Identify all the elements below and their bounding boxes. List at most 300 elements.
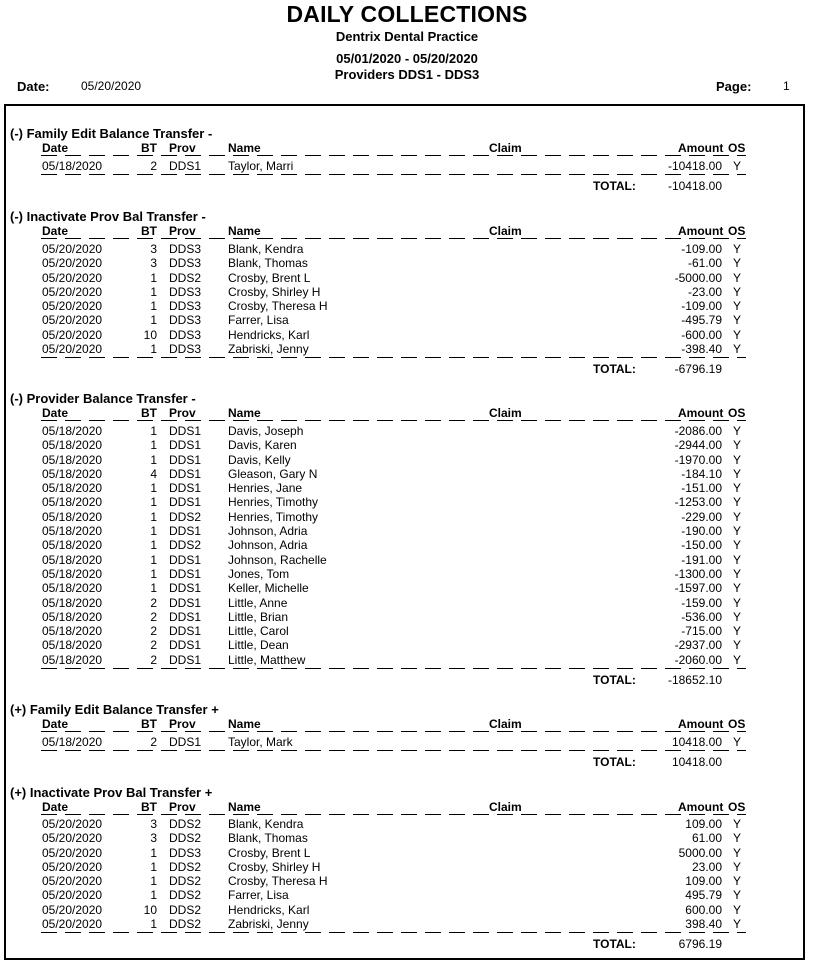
cell-amount: -109.00 <box>681 242 722 256</box>
transaction-row <box>0 888 814 902</box>
cell-name: Taylor, Mark <box>228 735 293 749</box>
cell-os: Y <box>733 581 742 596</box>
transaction-row <box>0 846 814 860</box>
cell-amount: -190.00 <box>681 524 722 539</box>
page-number: 1 <box>783 79 790 93</box>
cell-prov: DDS1 <box>169 481 202 496</box>
cell-amount: -600.00 <box>681 327 722 342</box>
cell-prov: DDS1 <box>169 424 202 438</box>
cell-amount: 109.00 <box>685 817 722 831</box>
cell-os: Y <box>733 735 742 749</box>
cell-date: 05/18/2020 <box>42 466 103 481</box>
cell-bt: 1 <box>150 495 157 510</box>
cell-bt: 1 <box>150 481 157 496</box>
column-header-bt: BT <box>141 141 157 155</box>
column-header-claim: Claim <box>489 717 522 731</box>
cell-prov: DDS1 <box>169 581 202 596</box>
cell-prov: DDS1 <box>169 638 202 653</box>
total-value: 6796.19 <box>678 937 722 952</box>
column-header-os: OS <box>728 717 746 731</box>
cell-os: Y <box>733 566 742 581</box>
column-header-os: OS <box>728 406 746 420</box>
cell-name: Zabriski, Jenny <box>228 917 309 932</box>
cell-name: Johnson, Adria <box>228 524 308 539</box>
cell-amount: -5000.00 <box>674 270 722 285</box>
transaction-row <box>0 903 814 917</box>
cell-prov: DDS1 <box>169 552 202 567</box>
cell-name: Farrer, Lisa <box>228 313 289 328</box>
cell-name: Henries, Jane <box>228 481 303 496</box>
cell-bt: 1 <box>150 552 157 567</box>
cell-os: Y <box>733 538 742 553</box>
footer-dashed-rule <box>41 668 746 669</box>
cell-bt: 2 <box>150 638 157 653</box>
total-value: -6796.19 <box>674 362 722 377</box>
cell-date: 05/18/2020 <box>42 481 103 496</box>
cell-date: 05/18/2020 <box>42 735 103 749</box>
column-header-date: Date <box>42 717 69 731</box>
cell-amount: -109.00 <box>681 299 722 314</box>
cell-date: 05/18/2020 <box>42 581 103 596</box>
cell-bt: 1 <box>150 859 157 874</box>
cell-prov: DDS2 <box>169 859 202 874</box>
cell-bt: 1 <box>150 342 157 357</box>
cell-prov: DDS3 <box>169 299 202 314</box>
cell-os: Y <box>733 284 742 299</box>
transaction-row <box>0 299 814 313</box>
column-header-amount: Amount <box>678 141 724 155</box>
cell-name: Little, Dean <box>228 638 289 653</box>
cell-bt: 1 <box>150 538 157 553</box>
cell-amount: 5000.00 <box>678 845 722 860</box>
cell-amount: 495.79 <box>685 888 722 903</box>
cell-prov: DDS3 <box>169 342 202 357</box>
column-header-claim: Claim <box>489 224 522 238</box>
transaction-row <box>0 874 814 888</box>
cell-date: 05/18/2020 <box>42 524 103 539</box>
cell-prov: DDS1 <box>169 652 202 667</box>
total-value: -18652.10 <box>667 673 722 688</box>
transaction-row <box>0 481 814 495</box>
cell-prov: DDS2 <box>169 538 202 553</box>
cell-name: Gleason, Gary N <box>228 466 318 481</box>
cell-name: Crosby, Shirley H <box>228 859 321 874</box>
cell-amount: -1253.00 <box>674 495 722 510</box>
cell-bt: 1 <box>150 452 157 467</box>
column-header-prov: Prov <box>169 717 196 731</box>
cell-bt: 3 <box>150 256 157 271</box>
cell-prov: DDS3 <box>169 256 202 271</box>
provider-range: Providers DDS1 - DDS3 <box>334 67 480 82</box>
cell-os: Y <box>733 256 742 271</box>
cell-prov: DDS3 <box>169 327 202 342</box>
cell-bt: 1 <box>150 888 157 903</box>
transaction-row <box>0 271 814 285</box>
cell-date: 05/18/2020 <box>42 552 103 567</box>
transaction-list <box>0 159 814 173</box>
column-header-prov: Prov <box>169 406 196 420</box>
cell-amount: 23.00 <box>691 859 722 874</box>
cell-amount: 600.00 <box>685 902 722 917</box>
cell-amount: 398.40 <box>685 917 722 932</box>
cell-bt: 4 <box>150 466 157 481</box>
cell-amount: -2086.00 <box>674 424 722 438</box>
cell-name: Crosby, Theresa H <box>228 299 328 314</box>
cell-os: Y <box>733 242 742 256</box>
cell-prov: DDS1 <box>169 524 202 539</box>
cell-amount: -2060.00 <box>674 652 722 667</box>
cell-amount: -1300.00 <box>674 566 722 581</box>
transaction-row <box>0 524 814 538</box>
cell-name: Jones, Tom <box>228 566 290 581</box>
cell-bt: 1 <box>150 845 157 860</box>
cell-os: Y <box>733 342 742 357</box>
cell-amount: -10418.00 <box>667 159 722 173</box>
cell-amount: 10418.00 <box>671 735 722 749</box>
transaction-row <box>0 285 814 299</box>
total-label: TOTAL: <box>593 755 636 770</box>
transaction-row <box>0 624 814 638</box>
cell-os: Y <box>733 917 742 932</box>
column-header-os: OS <box>728 224 746 238</box>
cell-amount: -151.00 <box>681 481 722 496</box>
cell-bt: 1 <box>150 313 157 328</box>
cell-name: Blank, Kendra <box>228 817 304 831</box>
column-header-prov: Prov <box>169 800 196 814</box>
cell-date: 05/20/2020 <box>42 256 103 271</box>
column-header-amount: Amount <box>678 717 724 731</box>
cell-os: Y <box>733 424 742 438</box>
column-header-row <box>0 801 814 815</box>
section-total <box>0 937 814 951</box>
transaction-list <box>0 817 814 931</box>
cell-date: 05/18/2020 <box>42 452 103 467</box>
cell-os: Y <box>733 452 742 467</box>
cell-date: 05/20/2020 <box>42 917 103 932</box>
cell-date: 05/18/2020 <box>42 638 103 653</box>
cell-os: Y <box>733 327 742 342</box>
cell-name: Henries, Timothy <box>228 509 319 524</box>
cell-amount: 109.00 <box>685 874 722 889</box>
cell-date: 05/20/2020 <box>42 831 103 846</box>
total-value: -10418.00 <box>667 179 722 194</box>
transaction-list <box>0 242 814 356</box>
column-header-bt: BT <box>141 717 157 731</box>
column-header-bt: BT <box>141 800 157 814</box>
footer-dashed-rule <box>41 174 746 175</box>
cell-name: Zabriski, Jenny <box>228 342 309 357</box>
cell-prov: DDS2 <box>169 888 202 903</box>
report-date-label: Date: <box>17 79 50 94</box>
cell-bt: 3 <box>150 242 157 256</box>
transaction-row <box>0 424 814 438</box>
transaction-row <box>0 638 814 652</box>
total-label: TOTAL: <box>593 937 636 952</box>
cell-bt: 1 <box>150 509 157 524</box>
cell-date: 05/18/2020 <box>42 652 103 667</box>
cell-name: Davis, Kelly <box>228 452 291 467</box>
cell-amount: -495.79 <box>681 313 722 328</box>
column-header-row <box>0 718 814 732</box>
cell-os: Y <box>733 313 742 328</box>
cell-os: Y <box>733 624 742 639</box>
cell-prov: DDS2 <box>169 902 202 917</box>
cell-prov: DDS1 <box>169 438 202 453</box>
column-header-os: OS <box>728 141 746 155</box>
cell-name: Little, Matthew <box>228 652 306 667</box>
cell-bt: 1 <box>150 424 157 438</box>
transaction-row <box>0 453 814 467</box>
column-header-row <box>0 142 814 156</box>
cell-prov: DDS1 <box>169 466 202 481</box>
cell-amount: -715.00 <box>681 624 722 639</box>
cell-name: Crosby, Theresa H <box>228 874 328 889</box>
transaction-row <box>0 567 814 581</box>
cell-os: Y <box>733 438 742 453</box>
column-header-name: Name <box>228 406 261 420</box>
cell-bt: 1 <box>150 874 157 889</box>
cell-prov: DDS1 <box>169 452 202 467</box>
transaction-row <box>0 553 814 567</box>
cell-date: 05/18/2020 <box>42 509 103 524</box>
cell-prov: DDS2 <box>169 831 202 846</box>
transaction-row <box>0 735 814 749</box>
section-total <box>0 179 814 193</box>
transaction-row <box>0 917 814 931</box>
cell-prov: DDS3 <box>169 284 202 299</box>
cell-bt: 1 <box>150 438 157 453</box>
cell-bt: 2 <box>150 609 157 624</box>
cell-date: 05/20/2020 <box>42 888 103 903</box>
cell-bt: 2 <box>150 735 157 749</box>
cell-date: 05/20/2020 <box>42 299 103 314</box>
footer-dashed-rule <box>41 932 746 933</box>
cell-date: 05/20/2020 <box>42 242 103 256</box>
cell-date: 05/18/2020 <box>42 424 103 438</box>
cell-os: Y <box>733 845 742 860</box>
cell-prov: DDS2 <box>169 817 202 831</box>
cell-date: 05/20/2020 <box>42 902 103 917</box>
cell-os: Y <box>733 552 742 567</box>
footer-dashed-rule <box>41 357 746 358</box>
cell-prov: DDS1 <box>169 609 202 624</box>
cell-name: Hendricks, Karl <box>228 327 310 342</box>
transaction-row <box>0 495 814 509</box>
column-header-date: Date <box>42 406 69 420</box>
cell-os: Y <box>733 299 742 314</box>
cell-date: 05/20/2020 <box>42 313 103 328</box>
cell-name: Johnson, Adria <box>228 538 308 553</box>
column-header-name: Name <box>228 800 261 814</box>
cell-prov: DDS2 <box>169 917 202 932</box>
cell-os: Y <box>733 902 742 917</box>
cell-prov: DDS2 <box>169 270 202 285</box>
column-header-row <box>0 407 814 421</box>
cell-date: 05/20/2020 <box>42 284 103 299</box>
cell-date: 05/18/2020 <box>42 438 103 453</box>
cell-name: Blank, Thomas <box>228 256 308 271</box>
cell-name: Henries, Timothy <box>228 495 319 510</box>
column-header-prov: Prov <box>169 224 196 238</box>
transaction-row <box>0 313 814 327</box>
column-header-name: Name <box>228 717 261 731</box>
column-header-amount: Amount <box>678 406 724 420</box>
cell-bt: 1 <box>150 917 157 932</box>
cell-amount: -23.00 <box>687 284 722 299</box>
cell-amount: -184.10 <box>681 466 722 481</box>
section-title: (+) Inactivate Prov Bal Transfer + <box>10 785 213 800</box>
cell-bt: 1 <box>150 524 157 539</box>
total-value: 10418.00 <box>671 755 722 770</box>
cell-date: 05/18/2020 <box>42 624 103 639</box>
cell-name: Little, Brian <box>228 609 289 624</box>
cell-name: Johnson, Rachelle <box>228 552 327 567</box>
transaction-row <box>0 581 814 595</box>
cell-amount: -229.00 <box>681 509 722 524</box>
cell-date: 05/18/2020 <box>42 609 103 624</box>
cell-prov: DDS3 <box>169 242 202 256</box>
column-header-name: Name <box>228 141 261 155</box>
cell-date: 05/18/2020 <box>42 566 103 581</box>
cell-bt: 1 <box>150 581 157 596</box>
cell-name: Davis, Joseph <box>228 424 304 438</box>
section-title: (-) Provider Balance Transfer - <box>10 391 196 406</box>
transaction-list <box>0 735 814 749</box>
cell-amount: -61.00 <box>687 256 722 271</box>
cell-bt: 10 <box>143 902 157 917</box>
cell-prov: DDS2 <box>169 509 202 524</box>
cell-name: Crosby, Shirley H <box>228 284 321 299</box>
cell-amount: 61.00 <box>691 831 722 846</box>
cell-name: Keller, Michelle <box>228 581 309 596</box>
cell-date: 05/18/2020 <box>42 595 103 610</box>
cell-date: 05/20/2020 <box>42 845 103 860</box>
cell-os: Y <box>733 817 742 831</box>
header-dashed-rule <box>41 238 746 239</box>
column-header-claim: Claim <box>489 800 522 814</box>
cell-date: 05/20/2020 <box>42 342 103 357</box>
cell-amount: -2944.00 <box>674 438 722 453</box>
transaction-row <box>0 342 814 356</box>
transaction-row <box>0 242 814 256</box>
transaction-list <box>0 424 814 667</box>
cell-prov: DDS3 <box>169 845 202 860</box>
cell-name: Hendricks, Karl <box>228 902 310 917</box>
cell-os: Y <box>733 831 742 846</box>
cell-os: Y <box>733 888 742 903</box>
cell-bt: 1 <box>150 299 157 314</box>
cell-date: 05/18/2020 <box>42 495 103 510</box>
cell-amount: -159.00 <box>681 595 722 610</box>
transaction-row <box>0 653 814 667</box>
practice-name: Dentrix Dental Practice <box>335 29 479 44</box>
transaction-row <box>0 159 814 173</box>
cell-date: 05/20/2020 <box>42 817 103 831</box>
cell-name: Crosby, Brent L <box>228 270 311 285</box>
column-header-date: Date <box>42 141 69 155</box>
cell-name: Taylor, Marri <box>228 159 294 173</box>
transaction-row <box>0 831 814 845</box>
column-header-claim: Claim <box>489 141 522 155</box>
report-title: DAILY COLLECTIONS <box>286 1 528 27</box>
cell-os: Y <box>733 270 742 285</box>
header-dashed-rule <box>41 420 746 421</box>
total-label: TOTAL: <box>593 179 636 194</box>
column-header-date: Date <box>42 224 69 238</box>
cell-bt: 3 <box>150 817 157 831</box>
transaction-row <box>0 817 814 831</box>
cell-bt: 2 <box>150 159 157 173</box>
transaction-row <box>0 438 814 452</box>
cell-bt: 10 <box>143 327 157 342</box>
footer-dashed-rule <box>41 750 746 751</box>
header-dashed-rule <box>41 814 746 815</box>
section-title: (-) Family Edit Balance Transfer - <box>10 126 213 141</box>
cell-prov: DDS1 <box>169 159 202 173</box>
transaction-row <box>0 510 814 524</box>
cell-name: Blank, Kendra <box>228 242 304 256</box>
cell-bt: 1 <box>150 284 157 299</box>
cell-amount: -150.00 <box>681 538 722 553</box>
section-total <box>0 673 814 687</box>
cell-amount: -1970.00 <box>674 452 722 467</box>
cell-prov: DDS3 <box>169 313 202 328</box>
column-header-row <box>0 225 814 239</box>
transaction-row <box>0 860 814 874</box>
cell-os: Y <box>733 524 742 539</box>
section-title: (-) Inactivate Prov Bal Transfer - <box>10 209 206 224</box>
date-range: 05/01/2020 - 05/20/2020 <box>336 51 478 66</box>
header-dashed-rule <box>41 155 746 156</box>
section-total <box>0 362 814 376</box>
section-total <box>0 755 814 769</box>
cell-os: Y <box>733 509 742 524</box>
cell-amount: -1597.00 <box>674 581 722 596</box>
cell-bt: 2 <box>150 624 157 639</box>
transaction-row <box>0 538 814 552</box>
cell-os: Y <box>733 466 742 481</box>
cell-os: Y <box>733 652 742 667</box>
cell-name: Davis, Karen <box>228 438 297 453</box>
section-title: (+) Family Edit Balance Transfer + <box>10 702 219 717</box>
column-header-claim: Claim <box>489 406 522 420</box>
transaction-row <box>0 256 814 270</box>
cell-prov: DDS1 <box>169 624 202 639</box>
cell-os: Y <box>733 159 742 173</box>
column-header-date: Date <box>42 800 69 814</box>
cell-name: Little, Carol <box>228 624 289 639</box>
cell-prov: DDS1 <box>169 595 202 610</box>
column-header-os: OS <box>728 800 746 814</box>
cell-date: 05/20/2020 <box>42 859 103 874</box>
cell-amount: -191.00 <box>681 552 722 567</box>
report-date-value: 05/20/2020 <box>81 79 142 93</box>
cell-os: Y <box>733 595 742 610</box>
cell-bt: 2 <box>150 595 157 610</box>
cell-date: 05/18/2020 <box>42 538 103 553</box>
cell-bt: 1 <box>150 270 157 285</box>
cell-os: Y <box>733 481 742 496</box>
cell-os: Y <box>733 638 742 653</box>
cell-date: 05/20/2020 <box>42 270 103 285</box>
column-header-amount: Amount <box>678 800 724 814</box>
cell-prov: DDS2 <box>169 874 202 889</box>
cell-prov: DDS1 <box>169 566 202 581</box>
column-header-amount: Amount <box>678 224 724 238</box>
cell-name: Crosby, Brent L <box>228 845 311 860</box>
column-header-name: Name <box>228 224 261 238</box>
cell-amount: -398.40 <box>681 342 722 357</box>
